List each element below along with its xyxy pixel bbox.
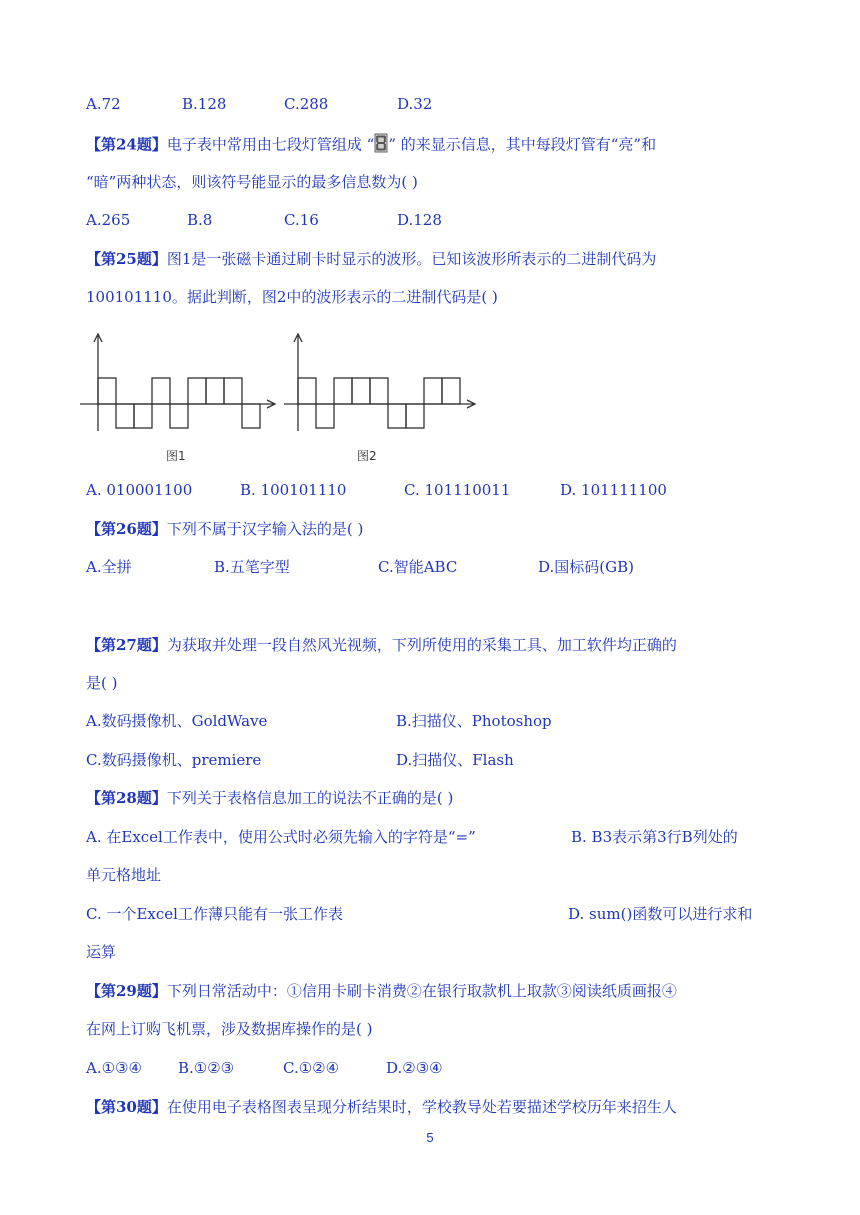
q29-option-b: B.①②③ xyxy=(178,1059,235,1077)
fig1-bit-5 xyxy=(188,378,206,404)
q25-tag: 【第25题】 xyxy=(86,250,167,268)
q28-option-b: B. B3表示第3行B列处的 xyxy=(571,828,738,846)
fig2-bit-5 xyxy=(388,404,406,428)
q23-option-b: B.128 xyxy=(182,95,227,113)
q23-option-a: A.72 xyxy=(86,95,121,113)
fig1-bit-4 xyxy=(170,404,188,428)
q25-option-d: D. 101111100 xyxy=(560,481,667,499)
q24-tag: 【第24题】 xyxy=(86,135,167,154)
fig1-label: 图1 xyxy=(166,449,186,463)
q27-option-d: D.扫描仪、Flash xyxy=(396,751,514,769)
q26-option-c: C.智能ABC xyxy=(378,558,458,576)
fig1-bit-0 xyxy=(98,378,116,404)
q29-text-line1: 下列日常活动中：①信用卡刷卡消费②在银行取款机上取款③阅读纸质画报④ xyxy=(166,982,677,1000)
q26-option-d: D.国标码(GB) xyxy=(538,558,634,576)
q24-stem-line2: “暗”两种状态，则该符号能显示的最多信息数为( ) xyxy=(86,173,418,191)
q26-stem xyxy=(86,519,363,539)
q28-option-d-cont: 运算 xyxy=(86,943,117,961)
fig1-bit-2 xyxy=(134,404,152,428)
q27-text-line1: 为获取并处理一段自然风光视频，下列所使用的采集工具、加工软件均正确的 xyxy=(166,636,677,654)
q24-option-c: C.16 xyxy=(284,211,319,229)
q27-stem-line2: 是( ) xyxy=(86,674,118,692)
q24-option-a: A.265 xyxy=(86,211,131,229)
fig2-bit-3 xyxy=(352,378,370,404)
fig2-bit-6 xyxy=(406,404,424,428)
q25-stem-line1 xyxy=(86,249,656,269)
q28-text: 下列关于表格信息加工的说法不正确的是( ) xyxy=(166,789,454,807)
q29-option-d: D.②③④ xyxy=(386,1059,443,1077)
fig2-label: 图2 xyxy=(357,449,377,463)
q29-tag: 【第29题】 xyxy=(86,982,167,1000)
q25-option-c: C. 101110011 xyxy=(404,481,511,499)
q28-option-d: D. sum()函数可以进行求和 xyxy=(568,905,753,923)
q27-tag: 【第27题】 xyxy=(86,636,167,654)
fig2-bit-1 xyxy=(316,404,334,428)
q24-text-after: ” 的来显示信息，其中每段灯管有“亮”和 xyxy=(388,135,657,154)
fig1-bit-7 xyxy=(224,378,242,404)
q26-option-a: A.全拼 xyxy=(86,558,132,576)
q24-stem-line1 xyxy=(86,133,656,158)
q29-stem-line2: 在网上订购飞机票，涉及数据库操作的是( ) xyxy=(86,1020,373,1038)
fig2-bit-2 xyxy=(334,378,352,404)
seven-segment-digit-icon xyxy=(374,133,388,158)
q28-option-c: C. 一个Excel工作薄只能有一张工作表 xyxy=(86,905,343,923)
q27-option-a: A.数码摄像机、GoldWave xyxy=(86,712,268,730)
q30-tag: 【第30题】 xyxy=(86,1098,167,1116)
q28-option-a: A. 在Excel工作表中，使用公式时必须先输入的字符是“=” xyxy=(86,828,476,846)
q29-option-a: A.①③④ xyxy=(86,1059,142,1077)
fig2-bit-0 xyxy=(298,378,316,404)
q25-text-line1: 图1是一张磁卡通过刷卡时显示的波形。已知该波形所表示的二进制代码为 xyxy=(166,250,657,268)
q27-option-b: B.扫描仪、Photoshop xyxy=(396,712,552,730)
q25-stem-line2: 100101110。据此判断，图2中的波形表示的二进制代码是( ) xyxy=(86,288,498,306)
q25-option-a: A. 010001100 xyxy=(86,481,193,499)
fig1-bit-3 xyxy=(152,378,170,404)
q26-tag: 【第26题】 xyxy=(86,520,167,538)
fig2-bit-7 xyxy=(424,378,442,404)
q23-option-c: C.288 xyxy=(284,95,329,113)
fig1-bit-1 xyxy=(116,404,134,428)
q24-option-b: B.8 xyxy=(187,211,213,229)
q24-option-d: D.128 xyxy=(397,211,442,229)
fig2-bit-4 xyxy=(370,378,388,404)
q28-tag: 【第28题】 xyxy=(86,789,167,807)
q26-option-b: B.五笔字型 xyxy=(214,558,290,576)
q25-option-b: B. 100101110 xyxy=(240,481,347,499)
q29-option-c: C.①②④ xyxy=(283,1059,340,1077)
waveform-figure xyxy=(80,326,490,476)
fig1-bit-8 xyxy=(242,404,260,428)
page-number: 5 xyxy=(426,1130,434,1145)
q23-option-d: D.32 xyxy=(397,95,433,113)
fig1-bit-6 xyxy=(206,378,224,404)
fig2-bit-8 xyxy=(442,378,460,404)
q30-stem xyxy=(86,1097,677,1117)
q24-text-before: 电子表中常用由七段灯管组成 “ xyxy=(166,135,375,154)
q28-option-b-cont: 单元格地址 xyxy=(86,866,162,884)
fig2-waveform xyxy=(298,378,460,428)
q29-stem-line1 xyxy=(86,981,677,1001)
q30-text: 在使用电子表格图表呈现分析结果时，学校教导处若要描述学校历年来招生人 xyxy=(166,1098,677,1116)
q28-stem xyxy=(86,788,453,808)
fig1-waveform xyxy=(98,378,260,428)
q27-option-c: C.数码摄像机、premiere xyxy=(86,751,262,769)
q27-stem-line1 xyxy=(86,635,677,655)
q26-text: 下列不属于汉字输入法的是( ) xyxy=(166,520,364,538)
